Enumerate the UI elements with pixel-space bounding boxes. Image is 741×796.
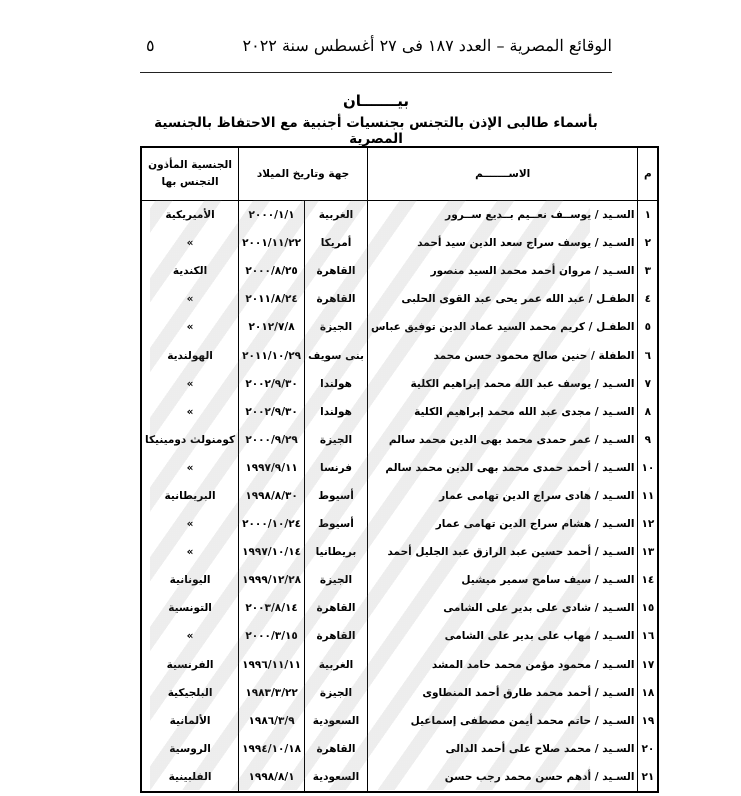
table-header-row	[141, 147, 658, 201]
applicant-name: السـيد / مروان أحمد محمد السيد منصور	[367, 257, 638, 285]
row-number: ٢٠	[638, 735, 658, 763]
applicant-name: السـيد / يوســف نعــيم بــديع ســرور	[367, 201, 638, 230]
header-number: م	[638, 147, 658, 201]
birth-place: الجيزة	[305, 679, 368, 707]
nationality: الفرنسية	[141, 651, 239, 679]
table-row	[141, 707, 658, 735]
row-number: ٣	[638, 257, 658, 285]
birth-date: ٢٠٠٢/٩/٣٠	[239, 370, 305, 398]
nationality: »	[141, 398, 239, 426]
birth-place: الغربية	[305, 201, 368, 230]
row-number: ١٠	[638, 454, 658, 482]
birth-date: ٢٠٠٢/٩/٣٠	[239, 398, 305, 426]
birth-date: ١٩٨٣/٣/٢٢	[239, 679, 305, 707]
row-number: ٥	[638, 313, 658, 341]
birth-date: ٢٠٠٣/٨/١٤	[239, 594, 305, 622]
birth-place: القاهرة	[305, 622, 368, 650]
table-row	[141, 370, 658, 398]
table-row	[141, 454, 658, 482]
nationality: التونسية	[141, 594, 239, 622]
row-number: ٦	[638, 341, 658, 369]
applicant-name: السـيد / هادى سراج الدين تهامى عمار	[367, 482, 638, 510]
header-nationality-line2: التجنس بها	[161, 176, 219, 188]
table-row	[141, 594, 658, 622]
nationality: الروسية	[141, 735, 239, 763]
nationality: »	[141, 454, 239, 482]
birth-place: أمريكا	[305, 229, 368, 257]
birth-place: الجيزة	[305, 426, 368, 454]
birth-place: أسيوط	[305, 510, 368, 538]
birth-place: بريطانيا	[305, 538, 368, 566]
table-row	[141, 398, 658, 426]
table-row	[141, 622, 658, 650]
birth-date: ١٩٩٨/٨/١	[239, 763, 305, 792]
birth-place: هولندا	[305, 398, 368, 426]
row-number: ١٥	[638, 594, 658, 622]
birth-place: أسيوط	[305, 482, 368, 510]
row-number: ٨	[638, 398, 658, 426]
nationality: »	[141, 285, 239, 313]
birth-date: ٢٠١١/١٠/٢٩	[239, 341, 305, 369]
header-nationality	[141, 147, 239, 201]
birth-date: ٢٠٠٠/٣/١٥	[239, 622, 305, 650]
birth-place: السعودية	[305, 707, 368, 735]
row-number: ٤	[638, 285, 658, 313]
row-number: ١٤	[638, 566, 658, 594]
birth-date: ٢٠١١/٨/٢٤	[239, 285, 305, 313]
birth-date: ١٩٨٦/٣/٩	[239, 707, 305, 735]
table-row	[141, 651, 658, 679]
applicant-name: السـيد / يوسف عبد الله محمد إبراهيم الكلية	[367, 370, 638, 398]
birth-place: القاهرة	[305, 735, 368, 763]
birth-place: الجيزة	[305, 313, 368, 341]
birth-date: ٢٠١٢/٧/٨	[239, 313, 305, 341]
applicant-name: الطفلة / حنين صالح محمود حسن محمد	[367, 341, 638, 369]
applicant-name: السـيد / أدهم حسن محمد رجب حسن	[367, 763, 638, 792]
birth-place: الغربية	[305, 651, 368, 679]
birth-date: ٢٠٠٠/١٠/٢٤	[239, 510, 305, 538]
applicant-name: السـيد / محمود مؤمن محمد حامد المشد	[367, 651, 638, 679]
table-row	[141, 229, 658, 257]
header-name: الاســـــــم	[367, 147, 638, 201]
applicant-name: السـيد / أحمد حسين عبد الرازق عبد الجليل أحمد	[367, 538, 638, 566]
applicant-name: السـيد / مجدى عبد الله محمد إبراهيم الكلية	[367, 398, 638, 426]
birth-place: القاهرة	[305, 257, 368, 285]
birth-place: القاهرة	[305, 594, 368, 622]
nationality: الأميريكية	[141, 201, 239, 230]
table-row	[141, 313, 658, 341]
table-row	[141, 341, 658, 369]
applicant-name: السـيد / أحمد حمدى محمد بهى الدين محمد سالم	[367, 454, 638, 482]
birth-date: ١٩٩٤/١٠/١٨	[239, 735, 305, 763]
table-row	[141, 735, 658, 763]
birth-date: ٢٠٠٠/٨/٢٥	[239, 257, 305, 285]
birth-place: بنى سويف	[305, 341, 368, 369]
applicants-table	[140, 146, 659, 793]
birth-date: ١٩٩٦/١١/١١	[239, 651, 305, 679]
row-number: ١٢	[638, 510, 658, 538]
birth-place: فرنسا	[305, 454, 368, 482]
birth-date: ١٩٩٧/٩/١١	[239, 454, 305, 482]
table-row	[141, 763, 658, 792]
nationality: الكندية	[141, 257, 239, 285]
table-row	[141, 510, 658, 538]
document-title: بيـــــــان	[342, 92, 410, 110]
applicant-name: السـيد / محمد صلاح على أحمد الدالى	[367, 735, 638, 763]
table-row	[141, 679, 658, 707]
document-subtitle: بأسماء طالبى الإذن بالتجنس بجنسيات أجنبية مع الاحتفاظ بالجنسية المصرية	[154, 115, 598, 147]
birth-date: ٢٠٠٠/١/١	[239, 201, 305, 230]
table-row	[141, 285, 658, 313]
row-number: ١٣	[638, 538, 658, 566]
row-number: ٢	[638, 229, 658, 257]
table-row	[141, 566, 658, 594]
nationality: »	[141, 622, 239, 650]
birth-place: هولندا	[305, 370, 368, 398]
row-number: ٢١	[638, 763, 658, 792]
header-birth: جهة وتاريخ الميلاد	[239, 147, 368, 201]
nationality: »	[141, 538, 239, 566]
header-nationality-line1: الجنسية المأذون	[148, 159, 232, 171]
page-header	[140, 36, 612, 64]
nationality: »	[141, 313, 239, 341]
nationality: البلجيكية	[141, 679, 239, 707]
page-number: ٥	[146, 36, 155, 55]
table-row	[141, 201, 658, 230]
header-divider	[140, 72, 612, 73]
nationality: الهولندية	[141, 341, 239, 369]
nationality: »	[141, 510, 239, 538]
applicant-name: السـيد / عمر حمدى محمد بهى الدين محمد سالم	[367, 426, 638, 454]
table-row	[141, 482, 658, 510]
birth-date: ١٩٩٧/١٠/١٤	[239, 538, 305, 566]
applicant-name: السـيد / أحمد محمد طارق أحمد المنطاوى	[367, 679, 638, 707]
nationality: الألمانية	[141, 707, 239, 735]
nationality: البريطانية	[141, 482, 239, 510]
birth-place: القاهرة	[305, 285, 368, 313]
row-number: ١	[638, 201, 658, 230]
row-number: ٩	[638, 426, 658, 454]
table-row	[141, 426, 658, 454]
nationality: »	[141, 370, 239, 398]
applicant-name: السـيد / هشام سراج الدين تهامى عمار	[367, 510, 638, 538]
birth-date: ١٩٩٩/١٢/٢٨	[239, 566, 305, 594]
applicant-name: الطفـل / عبد الله عمر يحى عبد القوى الحلبى	[367, 285, 638, 313]
table-row	[141, 257, 658, 285]
birth-place: السعودية	[305, 763, 368, 792]
row-number: ١١	[638, 482, 658, 510]
nationality: كومنولث دومينيكا	[141, 426, 239, 454]
birth-date: ١٩٩٨/٨/٣٠	[239, 482, 305, 510]
applicant-name: السـيد / يوسف سراج سعد الدين سيد أحمد	[367, 229, 638, 257]
birth-date: ٢٠٠٠/٩/٢٩	[239, 426, 305, 454]
nationality: الفلبينية	[141, 763, 239, 792]
row-number: ٧	[638, 370, 658, 398]
row-number: ١٦	[638, 622, 658, 650]
applicant-name: السـيد / شادى على بدير على الشامى	[367, 594, 638, 622]
row-number: ١٧	[638, 651, 658, 679]
birth-place: الجيزة	[305, 566, 368, 594]
birth-date: ٢٠٠١/١١/٢٢	[239, 229, 305, 257]
nationality: »	[141, 229, 239, 257]
row-number: ١٩	[638, 707, 658, 735]
nationality: اليونانية	[141, 566, 239, 594]
gazette-issue-title: الوقائع المصرية – العدد ١٨٧ فى ٢٧ أغسطس سنة ٢٠٢٢	[242, 36, 612, 55]
row-number: ١٨	[638, 679, 658, 707]
applicant-name: الطفـل / كريم محمد السيد عماد الدين توفيق عباس	[367, 313, 638, 341]
applicant-name: السـيد / سيف سامح سمير ميشيل	[367, 566, 638, 594]
applicant-name: السـيد / حاتم محمد أيمن مصطفى إسماعيل	[367, 707, 638, 735]
table-row	[141, 538, 658, 566]
applicant-name: السـيد / مهاب على بدير على الشامى	[367, 622, 638, 650]
